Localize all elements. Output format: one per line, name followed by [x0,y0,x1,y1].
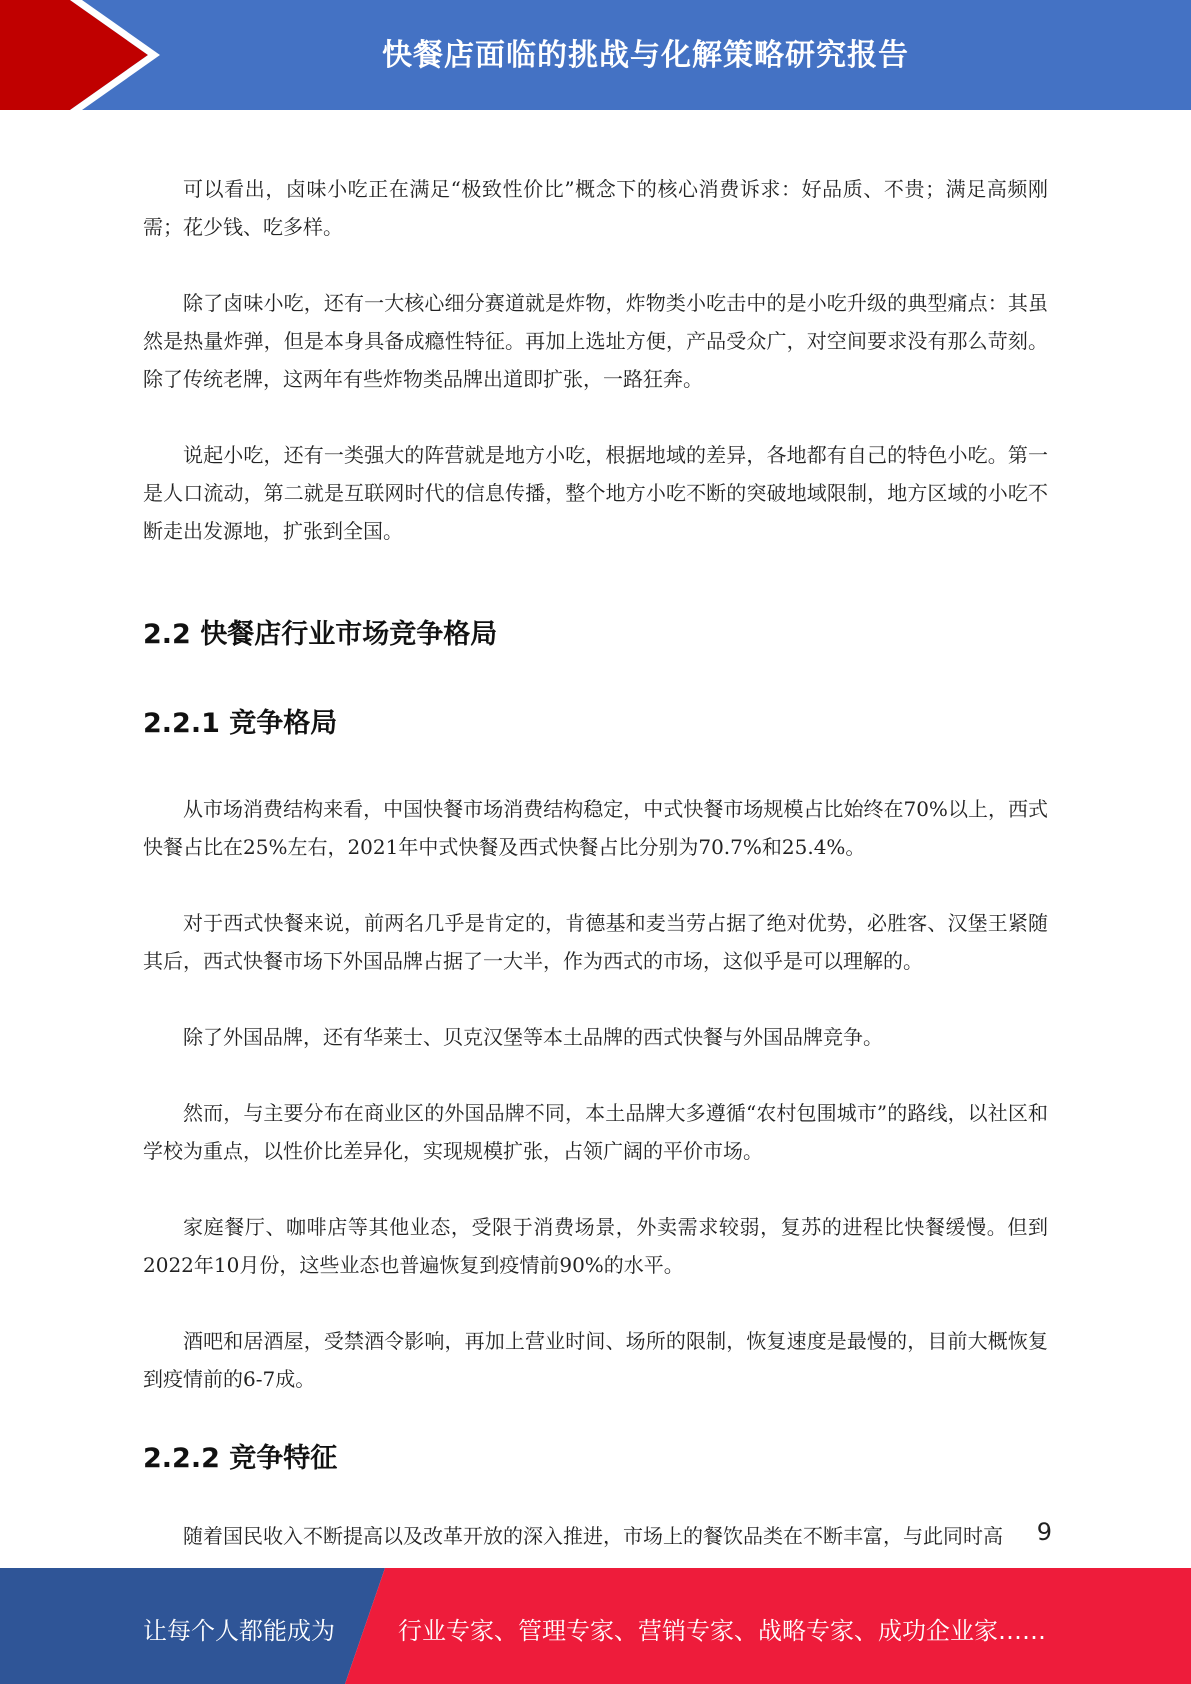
page-header [0,0,1191,110]
footer-slogan-right: 行业专家、管理专家、营销专家、战略专家、成功企业家…… [398,1617,1046,1645]
header-title: 快餐店面临的挑战与化解策略研究报告 [382,38,909,73]
paragraph: 随着国民收入不断提高以及改革开放的深入推进，市场上的餐饮品类在不断丰富，与此同时高 [183,1524,1003,1548]
paragraph: 从市场消费结构来看，中国快餐市场消费结构稳定，中式快餐市场规模占比始终在70%以上，西式快餐占比在25%左右，2021年中式快餐及西式快餐占比分别为70.7%和25.4%。 [143,797,1048,859]
section-heading-2-2-2: 2.2.2 竞争特征 [143,1443,338,1474]
paragraph: 说起小吃，还有一类强大的阵营就是地方小吃，根据地域的差异，各地都有自己的特色小吃。第一是人口流动，第二就是互联网时代的信息传播，整个地方小吃不断的突破地域限制，地方区域的小吃不断走出发源地，扩张到全国。 [143,443,1048,543]
paragraph: 家庭餐厅、咖啡店等其他业态，受限于消费场景，外卖需求较弱，复苏的进程比快餐缓慢。但到2022年10月份，这些业态也普遍恢复到疫情前90%的水平。 [143,1215,1048,1277]
paragraph: 除了外国品牌，还有华莱士、贝克汉堡等本土品牌的西式快餐与外国品牌竞争。 [183,1025,883,1049]
paragraph: 然而，与主要分布在商业区的外国品牌不同，本土品牌大多遵循“农村包围城市”的路线，以社区和学校为重点，以性价比差异化，实现规模扩张，占领广阔的平价市场。 [143,1101,1048,1163]
paragraph: 可以看出，卤味小吃正在满足“极致性价比”概念下的核心消费诉求：好品质、不贵；满足高频刚需；花少钱、吃多样。 [143,177,1048,239]
paragraph: 对于西式快餐来说，前两名几乎是肯定的，肯德基和麦当劳占据了绝对优势，必胜客、汉堡王紧随其后，西式快餐市场下外国品牌占据了一大半，作为西式的市场，这似乎是可以理解的。 [143,911,1048,973]
footer-slogan-left: 让每个人都能成为 [143,1617,335,1645]
section-heading-2-2-1: 2.2.1 竞争格局 [143,708,338,739]
page-footer [0,1568,1191,1684]
document-body [143,170,1048,1593]
paragraph: 酒吧和居酒屋，受禁酒令影响，再加上营业时间、场所的限制，恢复速度是最慢的，目前大概恢复到疫情前的6-7成。 [143,1329,1048,1391]
paragraph: 除了卤味小吃，还有一大核心细分赛道就是炸物，炸物类小吃击中的是小吃升级的典型痛点：其虽然是热量炸弹，但是本身具备成瘾性特征。再加上选址方便，产品受众广，对空间要求没有那么苛刻。除了传统老牌，这两年有些炸物类品牌出道即扩张，一路狂奔。 [143,291,1048,391]
page-number: 9 [1036,1518,1052,1546]
section-heading-2-2: 2.2 快餐店行业市场竞争格局 [143,619,498,650]
